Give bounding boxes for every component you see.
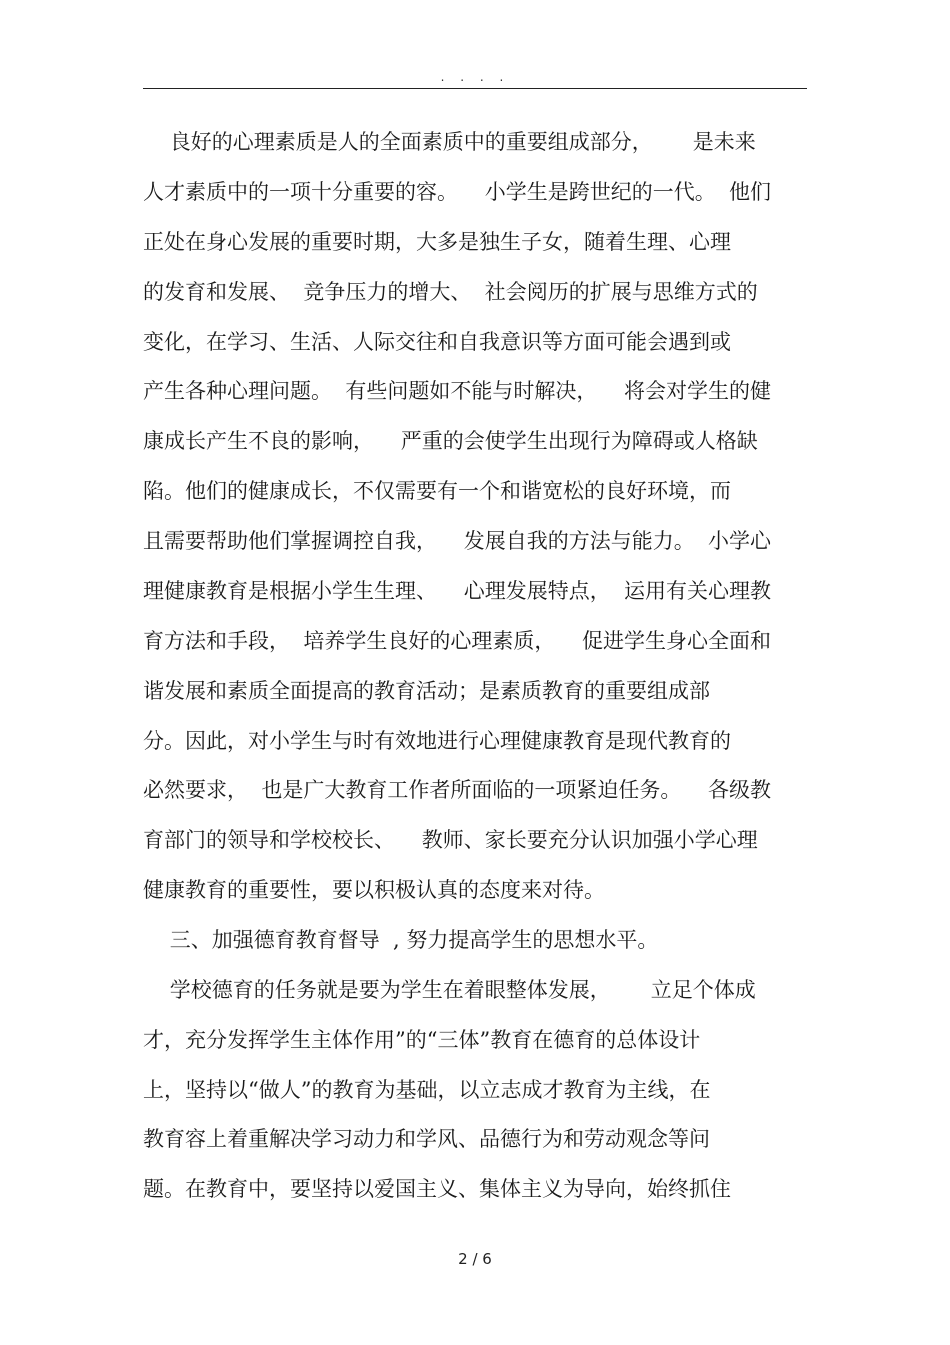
body-line: 教育容上着重解决学习动力和学风、品德行为和劳动观念等问: [143, 1127, 710, 1151]
body-line: 且需要帮助他们掌握调控自我， 发展自我的方法与能力。 小学心: [143, 529, 772, 553]
body-line: 人才素质中的一项十分重要的容。 小学生是跨世纪的一代。 他们: [143, 180, 772, 204]
body-line: 正处在身心发展的重要时期，大多是独生子女，随着生理、心理: [143, 230, 731, 254]
body-line: 理健康教育是根据小学生生理、 心理发展特点， 运用有关心理教: [143, 579, 772, 603]
body-line: 康成长产生不良的影响， 严重的会使学生出现行为障碍或人格缺: [143, 429, 758, 453]
body-line: 分。因此，对小学生与时有效地进行心理健康教育是现代教育的: [143, 729, 731, 753]
body-line: 学校德育的任务就是要为学生在着眼整体发展， 立足个体成: [143, 978, 756, 1002]
body-line: 上，坚持以“做人”的教育为基础，以立志成才教育为主线，在: [143, 1078, 711, 1102]
body-line: 题。在教育中，要坚持以爱国主义、集体主义为导向，始终抓住: [143, 1177, 731, 1201]
body-line: 育部门的领导和学校校长、 教师、家长要充分认识加强小学心理: [143, 828, 758, 852]
body-line: 育方法和手段， 培养学生良好的心理素质， 促进学生身心全面和: [143, 629, 772, 653]
body-line: 良好的心理素质是人的全面素质中的重要组成部分， 是未来: [143, 130, 756, 154]
body-line: 产生各种心理问题。 有些问题如不能与时解决， 将会对学生的健: [143, 379, 772, 403]
header-rule: [143, 88, 807, 89]
body-line: 的发育和发展、 竞争压力的增大、 社会阅历的扩展与思维方式的: [143, 280, 758, 304]
body-line: 才，充分发挥学生主体作用”的“三体”教育在德育的总体设计: [143, 1028, 701, 1052]
body-line: 陷。他们的健康成长，不仅需要有一个和谐宽松的良好环境，而: [143, 479, 731, 503]
header-dots: . . . .: [440, 70, 510, 84]
body-line: 谐发展和素质全面提高的教育活动；是素质教育的重要组成部: [143, 679, 710, 703]
body-line: 变化，在学习、生活、人际交往和自我意识等方面可能会遇到或: [143, 330, 731, 354]
page-number: 2 / 6: [458, 1250, 492, 1268]
section-heading: 三、加强德育教育督导 , 努力提高学生的思想水平。: [143, 928, 659, 952]
body-line: 必然要求， 也是广大教育工作者所面临的一项紧迫任务。 各级教: [143, 778, 772, 802]
body-line: 健康教育的重要性，要以积极认真的态度来对待。: [143, 878, 605, 902]
